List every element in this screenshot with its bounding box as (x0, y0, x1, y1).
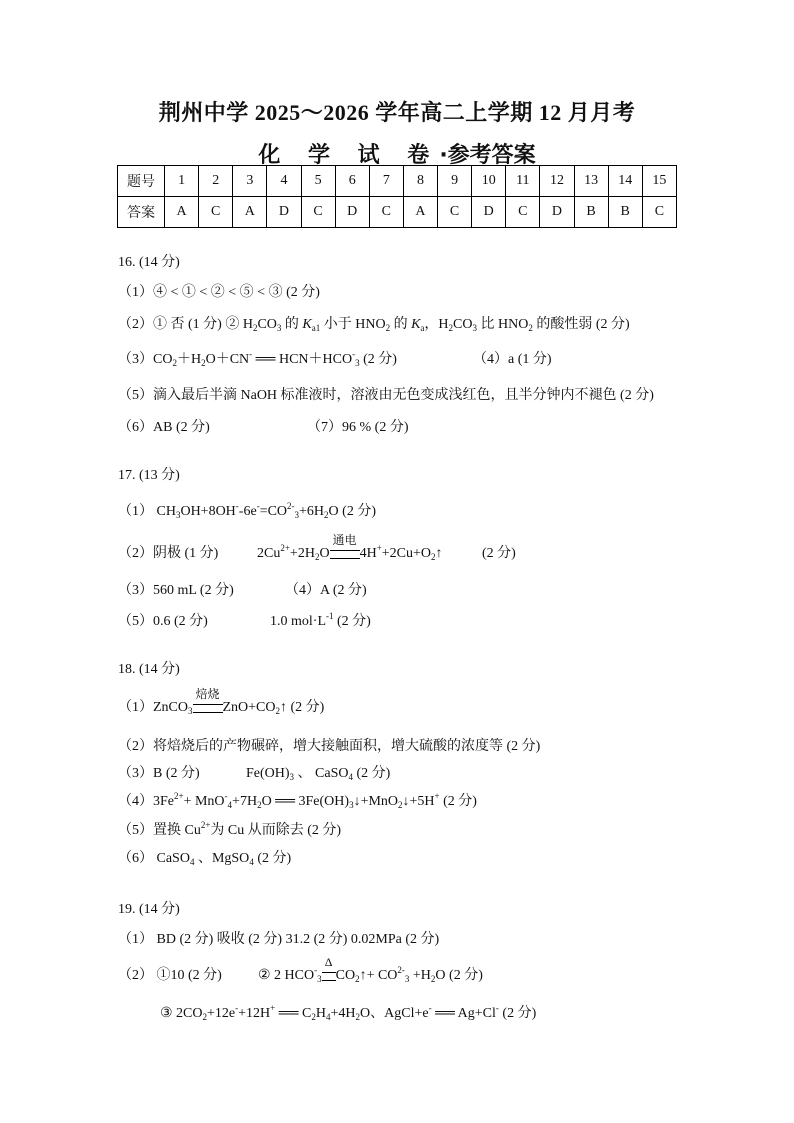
row-label-answer: 答案 (118, 197, 165, 228)
table-cell: 3 (233, 166, 267, 197)
table-cell: 8 (403, 166, 437, 197)
table-cell: 4 (267, 166, 301, 197)
q16-heading: 16. (14 分) (118, 255, 180, 270)
row-label-question: 题号 (118, 166, 165, 197)
q19-part2-label: （2） ①10 (2 分) (118, 968, 222, 983)
reaction-condition: 通电 (330, 548, 360, 559)
table-cell: A (165, 197, 199, 228)
table-cell: C (642, 197, 676, 228)
table-cell: 9 (438, 166, 472, 197)
table-cell: 13 (574, 166, 608, 197)
subtitle-suffix: ·参考答案 (439, 143, 536, 168)
q17-part5: （5）0.6 (2 分) (118, 614, 208, 629)
table-cell: 14 (608, 166, 642, 197)
q17-part2-equation: $2Cu^{2+}+2H_2O$ 通电 $4H^++2Cu+O_2↑$ (257, 533, 443, 562)
q18-part4: $(4)3Fe^{2+}+ MnO^-_4+7H_2O$ ══ $3Fe(OH)_3↓+MnO_2↓+5H^+$ (2 分) (118, 791, 477, 810)
q18-part6: （6） CaSO$_4$ 、MgSO$_4$ (2 分) (118, 851, 292, 867)
table-cell: 2 (199, 166, 233, 197)
q17-part4: （4）A (2 分) (285, 583, 367, 598)
table-cell: B (574, 197, 608, 228)
table-cell: 15 (642, 166, 676, 197)
q16-part2: （2）① 否 (1 分) ② $H_2CO_3$ 的 $K_{a1}$ 小于 $HNO_2$ 的 $K_a$，$H_2CO_3$ 比 $HNO_2$ 的酸性弱 (2 分) (118, 317, 630, 333)
q17-part1: （1） $CH_3OH+8OH^--6e^-=CO^{2-}_3+6H_2O$ (2 分) (118, 501, 376, 520)
table-cell: C (199, 197, 233, 228)
q19-heading: 19. (14 分) (118, 902, 180, 917)
q18-part2: （2）将焙烧后的产物碾碎，增大接触面积，增大硫酸的浓度等 (2 分) (118, 739, 541, 754)
q17-part3: （3）560 mL (2 分) (118, 583, 234, 598)
table-cell: 1 (165, 166, 199, 197)
q18-part5: （5）置换 $Cu^{2+}$为 Cu 从而除去 (2 分) (118, 820, 342, 838)
q16-part7: （7）96 % (2 分) (307, 420, 409, 435)
table-cell: D (267, 197, 301, 228)
table-cell: 10 (472, 166, 506, 197)
reaction-condition: Δ (322, 970, 336, 981)
q19-part1: （1） BD (2 分) 吸收 (2 分) 31.2 (2 分) 0.02MPa (2 分) (118, 932, 440, 947)
table-cell: 6 (335, 166, 369, 197)
q18-part1: （1）ZnCO$_3$ 焙烧 $ZnO+CO_2↑$ (2 分) (118, 687, 325, 716)
q17-heading: 17. (13 分) (118, 468, 180, 483)
page-title: 荆州中学 2025～2026 学年高二上学期 12 月月考 (158, 100, 636, 125)
table-cell: C (369, 197, 403, 228)
table-cell: C (438, 197, 472, 228)
table-cell: 5 (301, 166, 335, 197)
table-cell: C (301, 197, 335, 228)
subject-label: 化 学 试 卷 (258, 143, 440, 168)
q17-part2-label: （2）阴极 (1 分) (118, 546, 219, 561)
table-cell: C (506, 197, 540, 228)
answer-row (118, 197, 677, 228)
q19-part2-equation: ② 2 $HCO^-_3$ Δ $CO_2↑+ CO^{2-}_3 +H_2O$ (2 分) (258, 955, 483, 984)
q18-part3-precipitates: $Fe(OH)_3$ 、 CaSO$_4$ (2 分) (246, 766, 391, 782)
table-cell: A (233, 197, 267, 228)
q17-part2-score: (2 分) (482, 546, 516, 561)
q16-part5: （5）滴入最后半滴 NaOH 标准液时，溶液由无色变成浅红色，且半分钟内不褪色 (2 分) (118, 388, 654, 403)
q16-part3: $(3)CO_2+H_2O+CN^-$ ══ $HCN+HCO^-_3$ (2 分) (118, 349, 397, 368)
table-cell: 11 (506, 166, 540, 197)
q16-part6: （6）AB (2 分) (118, 420, 210, 435)
table-cell: A (403, 197, 437, 228)
reaction-condition: 焙烧 (193, 702, 223, 713)
q18-heading: 18. (14 分) (118, 662, 180, 677)
q17-part5-concentration: 1.0 $mol\cdot L^{-1}$ (2 分) (270, 611, 371, 629)
table-cell: 7 (369, 166, 403, 197)
table-cell: D (335, 197, 369, 228)
question-number-row (118, 166, 677, 197)
table-cell: D (472, 197, 506, 228)
q18-part3: （3）B (2 分) (118, 766, 200, 781)
q16-part1: （1）④ < ① < ② < ⑤ < ③ (2 分) (118, 285, 320, 300)
q19-part3: ③ $2CO_2+12e^-+12H^+$ ══ $C_2H_4+4H_2O$、AgCl+e- ══ Ag+Cl- (2 分) (160, 1003, 537, 1022)
table-cell: D (540, 197, 574, 228)
q16-part4: （4）a (1 分) (473, 352, 552, 367)
answer-table (117, 165, 677, 228)
table-cell: 12 (540, 166, 574, 197)
table-cell: B (608, 197, 642, 228)
